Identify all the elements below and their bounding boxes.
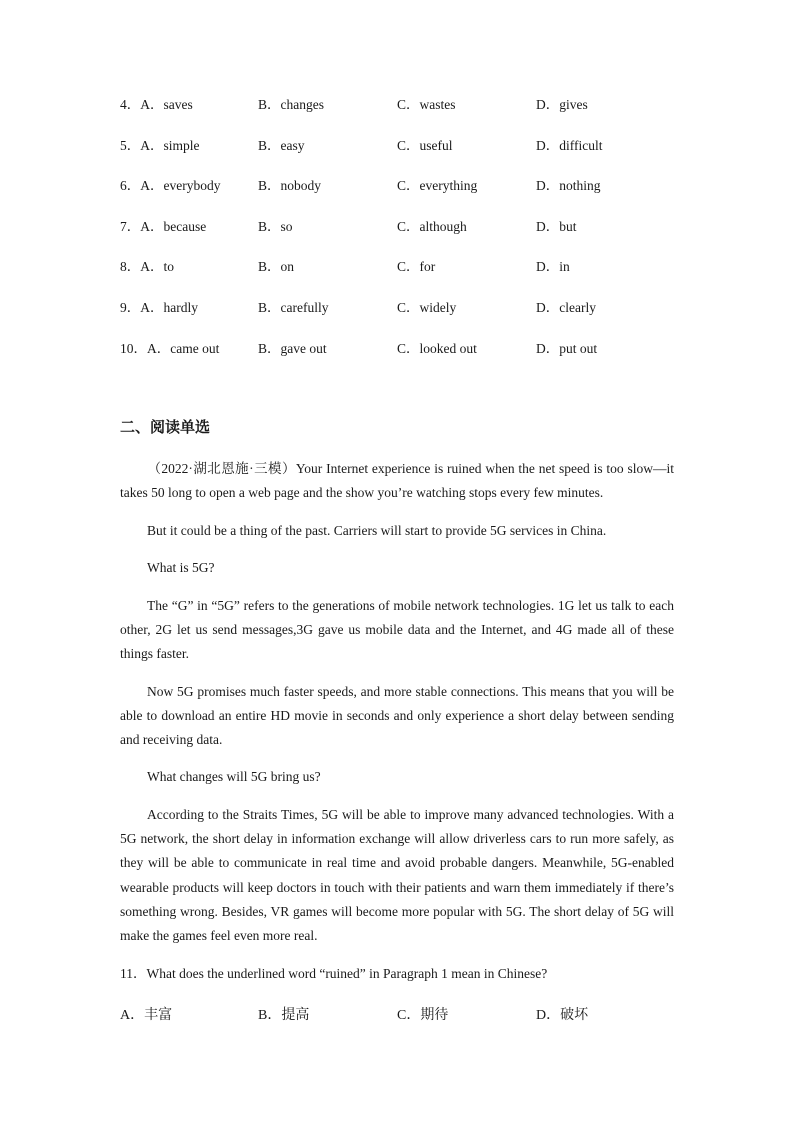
paragraph-text: According to the Straits Times, 5G will be able to improve many advanced technologies. With a 5G network, the short delay in information exchange will allow driverless cars to run more safely, as they will be able to communicate in real time and avoid probable dangers. Meanwhile, 5G-enabled wearable products will keep doctors in touch with their patients and warn them immediately if there’s something wrong. Besides, VR games will become more popular with 5G. The short delay of 5G will make the games feel even more real. — [120, 807, 674, 944]
passage-paragraph-5 — [120, 680, 674, 753]
option-a: 6．A．everybody — [120, 178, 221, 193]
passage-heading-what-is-5g — [120, 556, 674, 580]
question-11-options — [120, 1006, 680, 1026]
option-d: D．gives — [536, 97, 588, 112]
option-d: D．clearly — [536, 300, 596, 315]
option-b: B．so — [258, 219, 293, 234]
question-11: 11．What does the underlined word “ruined” in Paragraph 1 mean in Chinese? — [120, 966, 548, 981]
paragraph-text: What changes will 5G bring us? — [147, 769, 321, 784]
passage-paragraph-1 — [120, 457, 674, 505]
paragraph-text: Now 5G promises much faster speeds, and more stable connections. This means that you will be able to download an entire HD movie in seconds and only experience a short delay between sending and receiving data. — [120, 684, 674, 748]
passage-paragraph-4 — [120, 594, 674, 667]
paragraph-text: What is 5G? — [147, 560, 215, 575]
option-row-8 — [120, 257, 680, 277]
option-a: 10．A．came out — [120, 341, 220, 356]
option-row-9 — [120, 298, 680, 318]
passage-paragraph-7 — [120, 803, 674, 948]
option-a: 7．A．because — [120, 219, 207, 234]
option-b: B．easy — [258, 138, 305, 153]
option-c: C．useful — [397, 138, 453, 153]
option-a: 5．A．simple — [120, 138, 200, 153]
option-row-6 — [120, 176, 680, 196]
option-b: B．on — [258, 259, 295, 274]
option-c: C．for — [397, 259, 436, 274]
option-row-10 — [120, 339, 680, 359]
option-d: D．put out — [536, 341, 598, 356]
option-c: C．wastes — [397, 97, 456, 112]
option-c: C．although — [397, 219, 467, 234]
option-b: B．nobody — [258, 178, 322, 193]
option-row-4 — [120, 95, 680, 115]
option-b: B．gave out — [258, 341, 327, 356]
section-title: 二、阅读单选 — [120, 418, 211, 436]
option-c: C．widely — [397, 300, 457, 315]
answer-option-c: C．期待 — [397, 1008, 449, 1023]
option-d: D．nothing — [536, 178, 601, 193]
paragraph-text: （2022·湖北恩施·三模）Your Internet experience is ruined when the net speed is too slow—it takes 50 long to open a web page and the show you’re watching stops every few minutes. — [120, 461, 674, 501]
option-c: C．everything — [397, 178, 478, 193]
option-row-5 — [120, 136, 680, 156]
option-a: 9．A．hardly — [120, 300, 198, 315]
paragraph-text: The “G” in “5G” refers to the generations of mobile network technologies. 1G let us talk to each other, 2G let us send messages,3G gave us mobile data and the Internet, and 4G made all of these things faster. — [120, 598, 674, 662]
option-a: 4．A．saves — [120, 97, 193, 112]
option-d: D．difficult — [536, 138, 603, 153]
option-a: 8．A．to — [120, 259, 174, 274]
passage-paragraph-2 — [120, 519, 674, 543]
answer-option-a: A．丰富 — [120, 1008, 173, 1023]
option-b: B．changes — [258, 97, 324, 112]
answer-option-b: B．提高 — [258, 1008, 310, 1023]
option-d: D．in — [536, 259, 570, 274]
option-b: B．carefully — [258, 300, 329, 315]
option-c: C．looked out — [397, 341, 477, 356]
option-d: D．but — [536, 219, 577, 234]
paragraph-text: But it could be a thing of the past. Carriers will start to provide 5G services in China. — [147, 523, 607, 538]
answer-option-d: D．破坏 — [536, 1008, 589, 1023]
passage-heading-changes — [120, 765, 674, 789]
option-row-7 — [120, 217, 680, 237]
